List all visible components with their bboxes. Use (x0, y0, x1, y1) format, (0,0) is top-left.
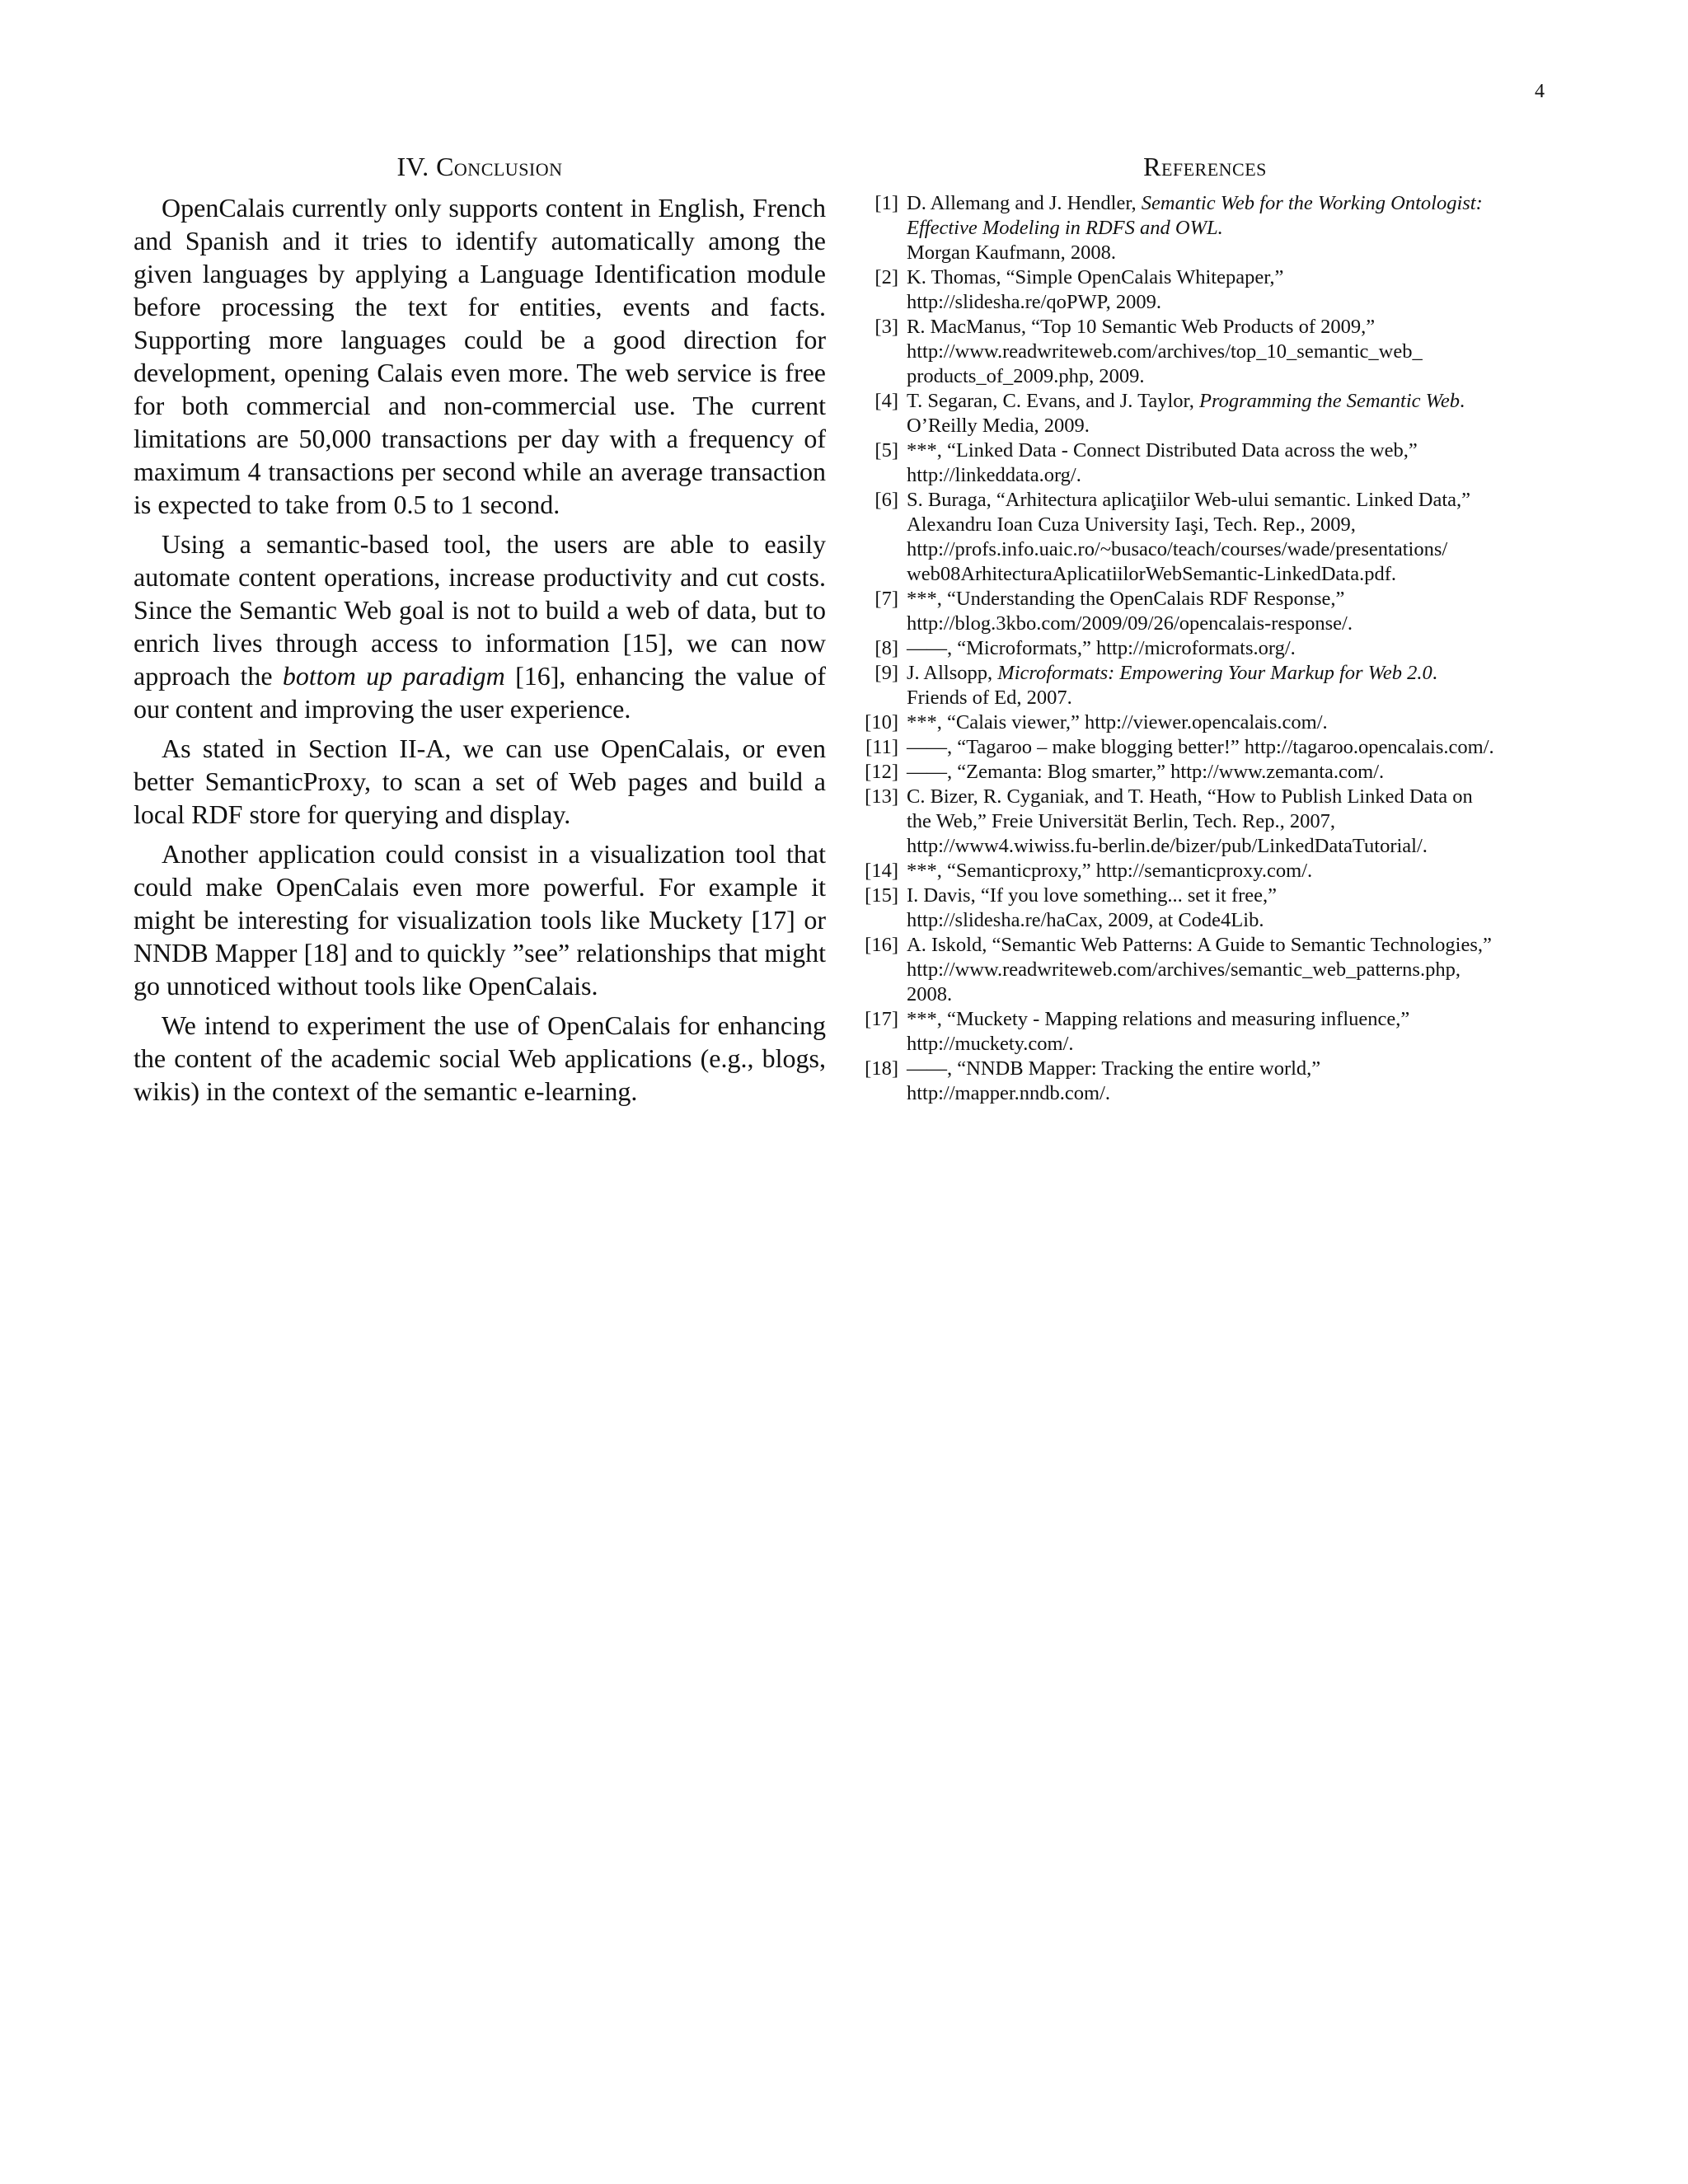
reference-item (854, 785, 1556, 859)
reference-text: http://slidesha.re/qoPWP, 2009. (907, 291, 1161, 313)
page-number: 4 (1535, 81, 1545, 102)
reference-number: [2] (874, 266, 898, 288)
reference-line (907, 389, 1556, 414)
reference-text: the Web,” Freie Universität Berlin, Tech. Rep., 2007, (907, 810, 1335, 832)
reference-text: O’Reilly Media, 2009. (907, 415, 1090, 437)
reference-item (854, 389, 1556, 438)
reference-text: ——, “Tagaroo – make blogging better!” http://tagaroo.opencalais.com/. (907, 736, 1494, 758)
reference-text: ***, “Understanding the OpenCalais RDF Response,” (907, 588, 1345, 610)
reference-line (907, 340, 1556, 364)
reference-line (907, 488, 1556, 513)
reference-number: [17] (865, 1008, 898, 1030)
paragraph-text: [16], enhancing the value of our content and improving the user experience. (134, 661, 827, 724)
reference-text: http://profs.info.uaic.ro/~busaco/teach/courses/wade/presentations/ (907, 538, 1448, 560)
reference-number: [5] (874, 439, 898, 462)
conclusion-body (134, 191, 826, 1108)
reference-line (907, 636, 1556, 661)
reference-line (907, 1057, 1556, 1081)
reference-item (854, 636, 1556, 661)
reference-item (854, 883, 1556, 933)
paragraph-text: OpenCalais currently only supports content in English, French and Spanish and it tries to identify automatically among the given languages by applying a Language Identification module before processing the text for entities, events and facts. Supporting more languages could be a good direction for development, opening Calais even more. The web service is free for both commercial and non-commercial use. The current limitations are 50,000 transactions per day with a frequency of maximum 4 transactions per second while an average transaction is expected to take from 0.5 to 1 second. (134, 193, 826, 519)
conclusion-paragraph (134, 837, 826, 1002)
reference-item (854, 661, 1556, 710)
reference-item (854, 1007, 1556, 1057)
reference-line (907, 710, 1556, 735)
reference-line (907, 686, 1556, 710)
reference-item (854, 191, 1556, 265)
reference-text: T. Segaran, C. Evans, and J. Taylor, (907, 390, 1199, 412)
reference-number: [12] (865, 761, 898, 783)
reference-number: [6] (874, 489, 898, 511)
reference-text: C. Bizer, R. Cyganiak, and T. Heath, “How to Publish Linked Data on (907, 785, 1473, 808)
reference-item (854, 933, 1556, 1007)
reference-text: ——, “NNDB Mapper: Tracking the entire world,” (907, 1057, 1321, 1080)
reference-text: 2008. (907, 983, 953, 1005)
reference-text: S. Buraga, “Arhitectura aplicaţiilor Web-ului semantic. Linked Data,” (907, 489, 1471, 511)
reference-title-italic: Effective Modeling in RDFS and OWL. (907, 217, 1223, 239)
reference-number: [8] (874, 637, 898, 659)
reference-line (907, 364, 1556, 389)
reference-line (907, 760, 1556, 785)
reference-line (907, 438, 1556, 463)
reference-text: ***, “Semanticproxy,” http://semanticproxy.com/. (907, 860, 1313, 882)
conclusion-paragraph (134, 191, 826, 521)
reference-line (907, 562, 1556, 587)
reference-line (907, 315, 1556, 340)
reference-line (907, 1032, 1556, 1057)
reference-line (907, 785, 1556, 809)
reference-text: ——, “Microformats,” http://microformats.org/. (907, 637, 1296, 659)
reference-item (854, 587, 1556, 636)
reference-item (854, 315, 1556, 389)
reference-item (854, 488, 1556, 587)
reference-line (907, 735, 1556, 760)
reference-text: D. Allemang and J. Hendler, (907, 192, 1142, 214)
reference-text: ***, “Muckety - Mapping relations and measuring influence,” (907, 1008, 1410, 1030)
reference-number: [15] (865, 884, 898, 907)
reference-item (854, 438, 1556, 488)
reference-line (907, 834, 1556, 859)
reference-item (854, 735, 1556, 760)
reference-text: I. Davis, “If you love something... set it free,” (907, 884, 1278, 907)
reference-line (907, 537, 1556, 562)
reference-number: [13] (865, 785, 898, 808)
reference-line (907, 290, 1556, 315)
paragraph-text: Another application could consist in a visualization tool that could make OpenCalais even more powerful. For example it might be interesting for visualization tools like Muckety [17] or NNDB Mapper [18] and to quickly ”see” relationships that might go unnoticed without tools like OpenCalais. (134, 839, 826, 1001)
reference-line (907, 908, 1556, 933)
reference-text: R. MacManus, “Top 10 Semantic Web Products of 2009,” (907, 316, 1376, 338)
reference-line (907, 513, 1556, 537)
reference-text: Morgan Kaufmann, 2008. (907, 241, 1117, 264)
reference-line (907, 1081, 1556, 1106)
reference-item (854, 1057, 1556, 1106)
reference-item (854, 710, 1556, 735)
reference-text: products_of_2009.php, 2009. (907, 365, 1145, 387)
paragraph-text: We intend to experiment the use of OpenCalais for enhancing the content of the academic social Web applications (e.g., blogs, wikis) in the context of the semantic e-learning. (134, 1010, 826, 1106)
reference-item (854, 265, 1556, 315)
reference-number: [16] (865, 934, 898, 956)
reference-line (907, 809, 1556, 834)
reference-text: ——, “Zemanta: Blog smarter,” http://www.zemanta.com/. (907, 761, 1385, 783)
conclusion-section (134, 148, 826, 1114)
reference-text: ***, “Calais viewer,” http://viewer.opencalais.com/. (907, 711, 1328, 733)
reference-text: http://www4.wiwiss.fu-berlin.de/bizer/pub/LinkedDataTutorial/. (907, 835, 1428, 857)
conclusion-paragraph (134, 527, 826, 725)
reference-text: http://slidesha.re/haCax, 2009, at Code4Lib. (907, 909, 1264, 931)
reference-line (907, 265, 1556, 290)
reference-line (907, 982, 1556, 1007)
reference-title-italic: Semantic Web for the Working Ontologist: (1141, 192, 1483, 214)
references-heading-title: References (1143, 152, 1267, 181)
paragraph-text: Using a semantic-based tool, the users are able to easily automate content operations, increase productivity and cut costs. Since the Semantic Web goal is not to build a web of data, but to enrich lives through access to information [15], we can now approach the (134, 529, 826, 691)
reference-text: Friends of Ed, 2007. (907, 687, 1072, 709)
reference-text: http://linkeddata.org/. (907, 464, 1081, 486)
reference-line (907, 241, 1556, 265)
references-section (854, 148, 1556, 1106)
reference-text: A. Iskold, “Semantic Web Patterns: A Guide to Semantic Technologies,” (907, 934, 1492, 956)
reference-line (907, 1007, 1556, 1032)
reference-item (854, 859, 1556, 883)
conclusion-paragraph (134, 1009, 826, 1108)
reference-number: [10] (865, 711, 898, 733)
reference-text: ***, “Linked Data - Connect Distributed Data across the web,” (907, 439, 1418, 462)
reference-text: http://mapper.nndb.com/. (907, 1082, 1111, 1104)
reference-line (907, 661, 1556, 686)
reference-line (907, 414, 1556, 438)
reference-line (907, 191, 1556, 216)
conclusion-paragraph (134, 732, 826, 831)
reference-text: Alexandru Ioan Cuza University Iaşi, Tech. Rep., 2009, (907, 513, 1356, 536)
conclusion-heading-title: Conclusion (436, 152, 563, 181)
reference-number: [14] (865, 860, 898, 882)
reference-item (854, 760, 1556, 785)
conclusion-heading-numeral: IV. (396, 152, 429, 181)
reference-line (907, 958, 1556, 982)
paragraph-emphasis: bottom up paradigm (282, 661, 505, 691)
reference-line (907, 933, 1556, 958)
reference-list (854, 191, 1556, 1106)
reference-text: K. Thomas, “Simple OpenCalais Whitepaper,” (907, 266, 1284, 288)
reference-text: http://muckety.com/. (907, 1033, 1074, 1055)
reference-number: [4] (874, 390, 898, 412)
reference-title-italic: Programming the Semantic Web (1198, 390, 1460, 412)
reference-text: J. Allsopp, (907, 662, 998, 684)
reference-number: [3] (874, 316, 898, 338)
reference-number: [18] (865, 1057, 898, 1080)
reference-number: [11] (865, 736, 898, 758)
reference-line (907, 612, 1556, 636)
reference-line (907, 216, 1556, 241)
reference-text: http://www.readwriteweb.com/archives/top_10_semantic_web_ (907, 340, 1423, 363)
reference-text: http://blog.3kbo.com/2009/09/26/opencalais-response/. (907, 612, 1353, 635)
reference-text: http://www.readwriteweb.com/archives/semantic_web_patterns.php, (907, 958, 1461, 981)
reference-line (907, 883, 1556, 908)
reference-number: [1] (874, 192, 898, 214)
reference-line (907, 859, 1556, 883)
reference-line (907, 587, 1556, 612)
reference-line (907, 463, 1556, 488)
reference-number: [9] (874, 662, 898, 684)
paragraph-text: As stated in Section II-A, we can use OpenCalais, or even better SemanticProxy, to scan a set of Web pages and build a local RDF store for querying and display. (134, 733, 826, 829)
reference-title-italic: Microformats: Empowering Your Markup for Web 2.0 (997, 662, 1432, 684)
reference-text: . (1432, 662, 1437, 684)
reference-text: . (1459, 390, 1465, 412)
reference-text: web08ArhitecturaAplicatiilorWebSemantic-LinkedData.pdf. (907, 563, 1396, 585)
references-heading (854, 148, 1556, 185)
conclusion-heading (134, 148, 826, 185)
reference-number: [7] (874, 588, 898, 610)
